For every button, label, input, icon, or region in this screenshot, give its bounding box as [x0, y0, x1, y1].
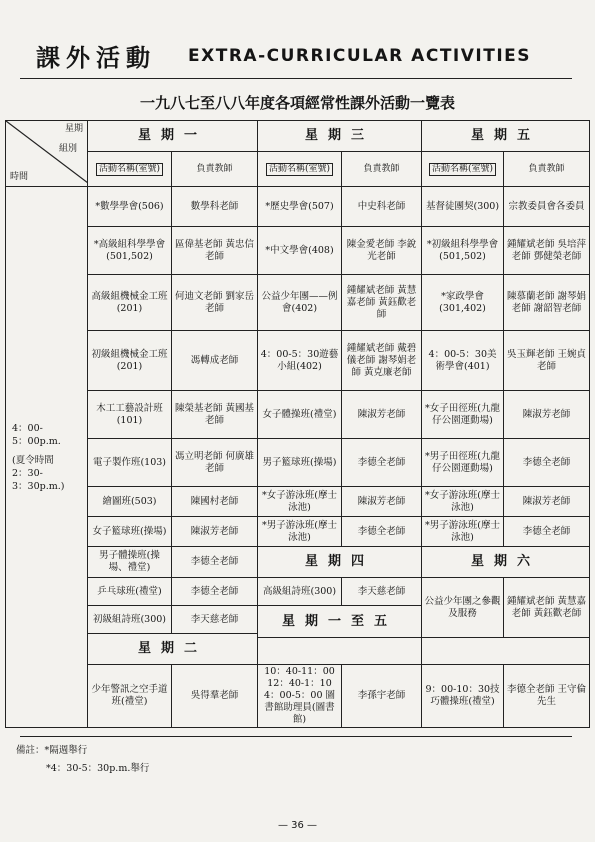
col-activity-mon: 活動名稱(室號) — [88, 152, 172, 187]
table-cell: 李德全老師 — [172, 547, 258, 578]
table-cell: *家政學會(301,402) — [422, 275, 504, 331]
heading-chinese: 課外活動 — [36, 43, 156, 72]
corner-group-label: 組別 — [58, 144, 77, 154]
table-cell: 男子體操班(操場、禮堂) — [88, 547, 172, 578]
day-header-mon: 星期一 — [88, 121, 258, 152]
table-cell: 李天慈老師 — [342, 578, 422, 606]
table-cell — [422, 638, 590, 665]
heading-english: EXTRA-CURRICULAR ACTIVITIES — [188, 46, 531, 66]
table-cell: *歷史學會(507) — [258, 187, 342, 227]
table-cell: 陳國村老師 — [172, 487, 258, 517]
table-cell: *男子田徑班(九龍仔公園運動場) — [422, 439, 504, 487]
corner-day-label: 星期 — [64, 124, 83, 134]
table-cell: 陳榮基老師 黃國基老師 — [172, 391, 258, 439]
table-cell: 李孫宇老師 — [342, 665, 422, 728]
time-block: 4：00- 5：00p.m. (夏令時間 2：30- 3：30p.m.) — [6, 187, 88, 728]
note-biweekly: 備註：*隔週舉行 — [16, 745, 88, 756]
table-cell: 女子體操班(禮堂) — [258, 391, 342, 439]
table-cell: 4：00-5：30遊藝小組(402) — [258, 331, 342, 391]
table-cell: 木工工藝設計班(101) — [88, 391, 172, 439]
table-cell: 公益少年團之參觀及服務 — [422, 578, 504, 638]
table-cell: 初級組機械金工班(201) — [88, 331, 172, 391]
table-cell: 陳淑芳老師 — [504, 391, 590, 439]
table-cell: *初級組科學學會(501,502) — [422, 227, 504, 275]
table-cell: 陳淑芳老師 — [342, 487, 422, 517]
table-cell: 公益少年團——例會(402) — [258, 275, 342, 331]
table-cell: 電子製作班(103) — [88, 439, 172, 487]
table-cell: 宗教委員會各委員 — [504, 187, 590, 227]
table-cell: 李德全老師 — [342, 439, 422, 487]
table-cell: 馮立明老師 何廣雄老師 — [172, 439, 258, 487]
table-cell: 李德全老師 — [172, 578, 258, 606]
table-cell: 10：40-11：00 12：40-1：10 4：00-5：00 圖書館助理員(圖書館) — [258, 665, 342, 728]
day-header-fri: 星期五 — [422, 121, 590, 152]
day-header-thu: 星期四 — [258, 547, 422, 578]
table-cell: 陳金愛老師 李銳光老師 — [342, 227, 422, 275]
table-cell: 中史科老師 — [342, 187, 422, 227]
table-cell: 李天慈老師 — [172, 606, 258, 634]
activities-table — [5, 120, 590, 728]
table-cell: 9：00-10：30技巧體操班(禮堂) — [422, 665, 504, 728]
table-cell: 高級組詩班(300) — [258, 578, 342, 606]
table-cell: *高級組科學學會(501,502) — [88, 227, 172, 275]
table-cell: 女子籃球班(操場) — [88, 517, 172, 547]
day-header-wed: 星期三 — [258, 121, 422, 152]
table-cell: 何迪文老師 劉家岳老師 — [172, 275, 258, 331]
table-cell: 吳玉輝老師 王婉貞老師 — [504, 331, 590, 391]
table-cell: 鍾耀斌老師 黃慧嘉老師 黃鈺歡老師 — [504, 578, 590, 638]
day-header-sat: 星期六 — [422, 547, 590, 578]
table-cell: *男子游泳班(摩士泳池) — [422, 517, 504, 547]
footer-rule — [20, 736, 572, 737]
table-cell: 鍾耀斌老師 黃慧嘉老師 黃鈺歡老師 — [342, 275, 422, 331]
table-cell: *數學學會(506) — [88, 187, 172, 227]
table-cell: *女子游泳班(摩士泳池) — [422, 487, 504, 517]
table-cell: 陳慕蘭老師 謝琴娟老師 謝韶智老師 — [504, 275, 590, 331]
table-cell — [258, 638, 422, 665]
table-cell: 繪圖班(503) — [88, 487, 172, 517]
table-cell: *中文學會(408) — [258, 227, 342, 275]
table-cell: 乒乓球班(禮堂) — [88, 578, 172, 606]
header-corner — [6, 121, 88, 187]
table-cell: *女子游泳班(摩士泳池) — [258, 487, 342, 517]
col-teacher-wed: 負責教師 — [342, 152, 422, 187]
table-cell: 李德全老師 — [504, 439, 590, 487]
page-number: — 36 — — [277, 820, 318, 831]
col-activity-wed: 活動名稱(室號) — [258, 152, 342, 187]
heading-rule — [20, 78, 572, 79]
table-cell: 馮轉成老師 — [172, 331, 258, 391]
table-cell: 陳淑芳老師 — [504, 487, 590, 517]
table-cell: 李德全老師 王守倫先生 — [504, 665, 590, 728]
table-cell: 鍾耀斌老師 戴碧儀老師 謝琴娟老師 黃克廉老師 — [342, 331, 422, 391]
table-cell: 陳淑芳老師 — [172, 517, 258, 547]
table-cell: *女子田徑班(九龍仔公園運動場) — [422, 391, 504, 439]
table-cell: 李德全老師 — [504, 517, 590, 547]
table-cell: 基督徒團契(300) — [422, 187, 504, 227]
col-teacher-mon: 負責教師 — [172, 152, 258, 187]
day-header-tue: 星期二 — [88, 634, 258, 665]
table-cell: 區偉基老師 黃忠信老師 — [172, 227, 258, 275]
table-cell: 數學科老師 — [172, 187, 258, 227]
table-cell: *男子游泳班(摩士泳池) — [258, 517, 342, 547]
table-cell: 高級組機械金工班(201) — [88, 275, 172, 331]
table-cell: 李德全老師 — [342, 517, 422, 547]
corner-time-label: 時間 — [10, 172, 29, 182]
table-cell: 初級組詩班(300) — [88, 606, 172, 634]
col-activity-fri: 活動名稱(室號) — [422, 152, 504, 187]
table-cell: 吳得羣老師 — [172, 665, 258, 728]
table-cell: 陳淑芳老師 — [342, 391, 422, 439]
note-time: *4：30-5：30p.m.舉行 — [46, 763, 150, 774]
table-cell: 4：00-5：30美術學會(401) — [422, 331, 504, 391]
table-title: 一九八七至八八年度各項經常性課外活動一覽表 — [139, 94, 455, 112]
table-cell: 男子籃球班(操場) — [258, 439, 342, 487]
day-header-mon-fri: 星期一至五 — [258, 606, 422, 638]
col-teacher-fri: 負責教師 — [504, 152, 590, 187]
table-cell: 鍾耀斌老師 吳培萍老師 鄧健榮老師 — [504, 227, 590, 275]
table-cell: 少年警訊之空手道班(禮堂) — [88, 665, 172, 728]
